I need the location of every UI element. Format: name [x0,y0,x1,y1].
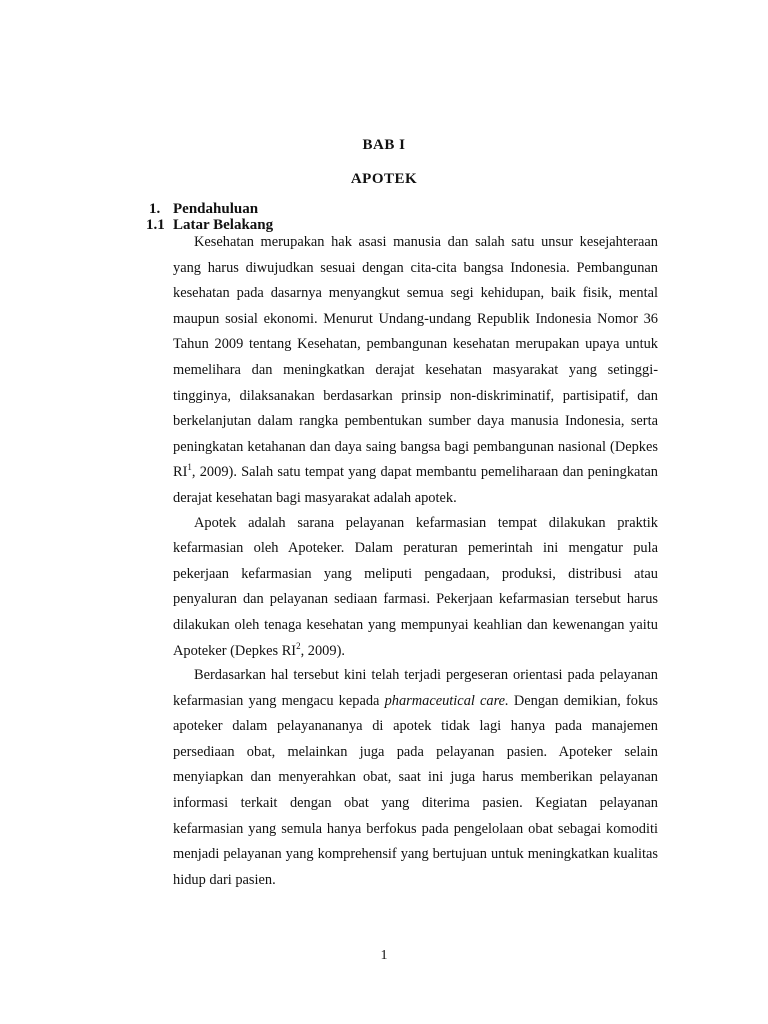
footnote-ref-1: 1 [187,462,192,473]
paragraph-3-text-a: Berdasarkan hal tersebut kini telah terjadi pergeseran orientasi pada pelayanan kefarmasian yang mengacu kepada [173,667,658,709]
paragraph-3-italic-term: pharmaceutical care. [384,692,509,709]
page-number: 1 [380,948,388,963]
paragraph-1-text-b: , 2009). Salah satu tempat yang dapat membantu pemeliharaan dan peningkatan derajat kesehatan bagi masyarakat adalah apotek. [173,464,658,506]
paragraph-1 [173,230,658,512]
paragraph-2-text-a: Apotek adalah sarana pelayanan kefarmasian tempat dilakukan praktik kefarmasian oleh Apoteker. Dalam peraturan pemerintah ini mengatur pula pekerjaan kefarmasian yang meliputi pengadaan, produksi, distribusi atau penyaluran dan pelayanan sediaan farmasi. Pekerjaan kefarmasian tersebut harus dilakukan oleh tenaga kesehatan yang mempunyai keahlian dan kewenangan yaitu Apoteker (Depkes RI [173,514,658,659]
body-text [173,230,658,893]
paragraph-3-text-b: Dengan demikian, fokus apoteker dalam pelayanananya di apotek tidak lagi hanya pada manajemen persediaan obat, melainkan juga pada pelayanan pasien. Apoteker selain menyiapkan dan menyerahkan obat, saat ini juga harus memberikan pelayanan informasi terkait dengan obat yang diterima pasien. Kegiatan pelayanan kefarmasian yang semula hanya berfokus pada pengelolaan obat sebagai komoditi menjadi pelayanan yang komprehensif yang bertujuan untuk meningkatkan kualitas hidup dari pasien. [173,692,658,888]
chapter-title: APOTEK [350,171,418,187]
paragraph-2-text-b: , 2009). [300,642,345,659]
section-number: 1. [149,201,161,217]
section-label: Pendahuluan [173,201,259,217]
section-number: 1.1 [146,217,165,233]
section-label: Latar Belakang [173,217,274,233]
paragraph-3 [173,663,658,893]
paragraph-1-text-a: Kesehatan merupakan hak asasi manusia dan salah satu unsur kesejahteraan yang harus diwujudkan sesuai dengan cita-cita bangsa Indonesia. Pembangunan kesehatan pada dasarnya menyangkut semua segi kehidupan, baik fisik, mental maupun sosial ekonomi. Menurut Undang-undang Republik Indonesia Nomor 36 Tahun 2009 tentang Kesehatan, pembangunan kesehatan merupakan upaya untuk memelihara dan meningkatkan derajat kesehatan masyarakat yang setinggi-tingginya, dilaksanakan berdasarkan prinsip non-diskriminatif, partisipatif, dan berkelanjutan dalam rangka pembentukan sumber daya manusia Indonesia, serta peningkatan ketahanan dan daya saing bangsa bagi pembangunan nasional (Depkes RI [173,234,658,481]
paragraph-2 [173,511,658,665]
footnote-ref-2: 2 [296,640,301,651]
section-heading-1 [149,201,258,218]
chapter-heading: BAB I [362,137,406,153]
